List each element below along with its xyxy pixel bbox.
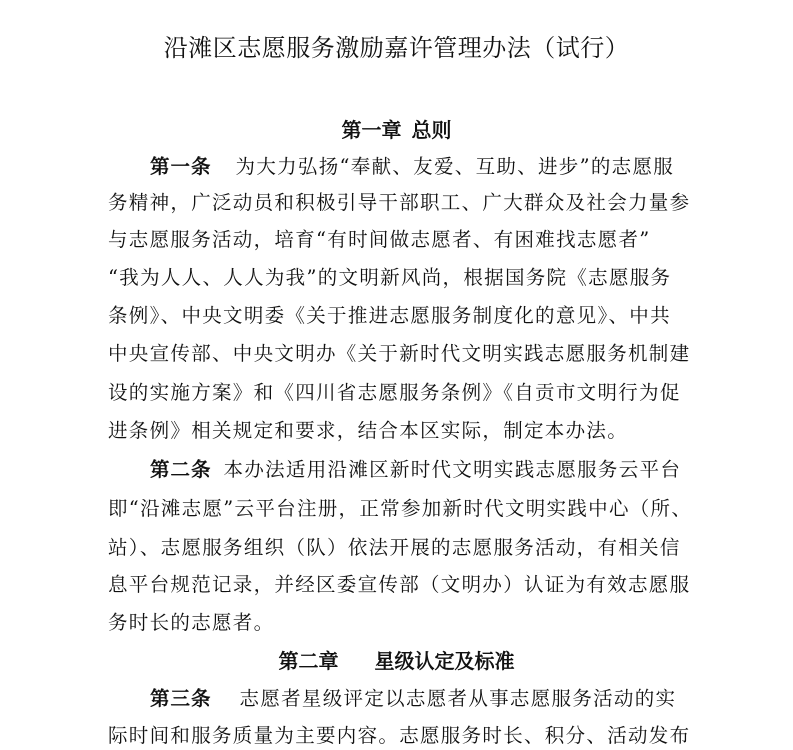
article-2-line-4: 息平台规范记录，并经区委宣传部（文明办）认证为有效志愿服 xyxy=(108,573,691,596)
chapter-1-heading xyxy=(0,114,793,143)
article-1-line-3: 与志愿服务活动，培育“有时间做志愿者、有困难找志愿者” xyxy=(108,228,651,251)
chapter-1-number: 第一章 xyxy=(341,118,402,142)
chapter-2-heading xyxy=(0,645,793,674)
article-1-line-6: 中央宣传部、中央文明办《关于新时代文明实践志愿服务机制建 xyxy=(108,342,691,365)
chapter-1-name: 总则 xyxy=(411,118,452,142)
article-2-label: 第二条 xyxy=(150,458,212,481)
article-3-line-2: 际时间和服务质量为主要内容。志愿服务时长、积分、活动发布 xyxy=(108,724,691,747)
chapter-2-number: 第二章 xyxy=(278,649,339,673)
article-1-line-4: “我为人人、人人为我”的文明新风尚，根据国务院《志愿服务 xyxy=(108,266,672,289)
article-1-line-1 xyxy=(150,151,674,179)
article-1-line-7: 设的实施方案》和《四川省志愿服务条例》《自贡市文明行为促 xyxy=(108,381,681,404)
article-2-text-1: 本办法适用沿滩区新时代文明实践志愿服务云平台 xyxy=(223,458,682,481)
article-1-label: 第一条 xyxy=(150,155,212,178)
article-3-text-1: 志愿者星级评定以志愿者从事志愿服务活动的实 xyxy=(239,687,677,710)
article-3-label: 第三条 xyxy=(150,687,212,710)
article-2-line-2: 即“沿滩志愿”云平台注册，正常参加新时代文明实践中心（所、 xyxy=(108,497,693,520)
article-3-line-1 xyxy=(150,683,676,711)
article-2-line-3: 站）、志愿服务组织（队）依法开展的志愿服务活动，有相关信 xyxy=(108,536,681,559)
article-2-line-1 xyxy=(150,454,681,482)
article-1-line-8: 进条例》相关规定和要求，结合本区实际，制定本办法。 xyxy=(108,419,629,442)
article-2-line-5: 务时长的志愿者。 xyxy=(108,611,275,634)
article-1-text-1: 为大力弘扬“奉献、友爱、互助、进步”的志愿服 xyxy=(235,155,675,178)
article-1-line-5: 条例》、中央文明委《关于推进志愿服务制度化的意见》、中共 xyxy=(108,304,671,327)
chapter-2-name: 星级认定及标准 xyxy=(374,649,515,673)
article-1-line-2: 务精神，广泛动员和积极引导干部职工、广大群众及社会力量参 xyxy=(108,191,691,214)
document-title: 沿滩区志愿服务激励嘉许管理办法（试行） xyxy=(163,34,630,62)
